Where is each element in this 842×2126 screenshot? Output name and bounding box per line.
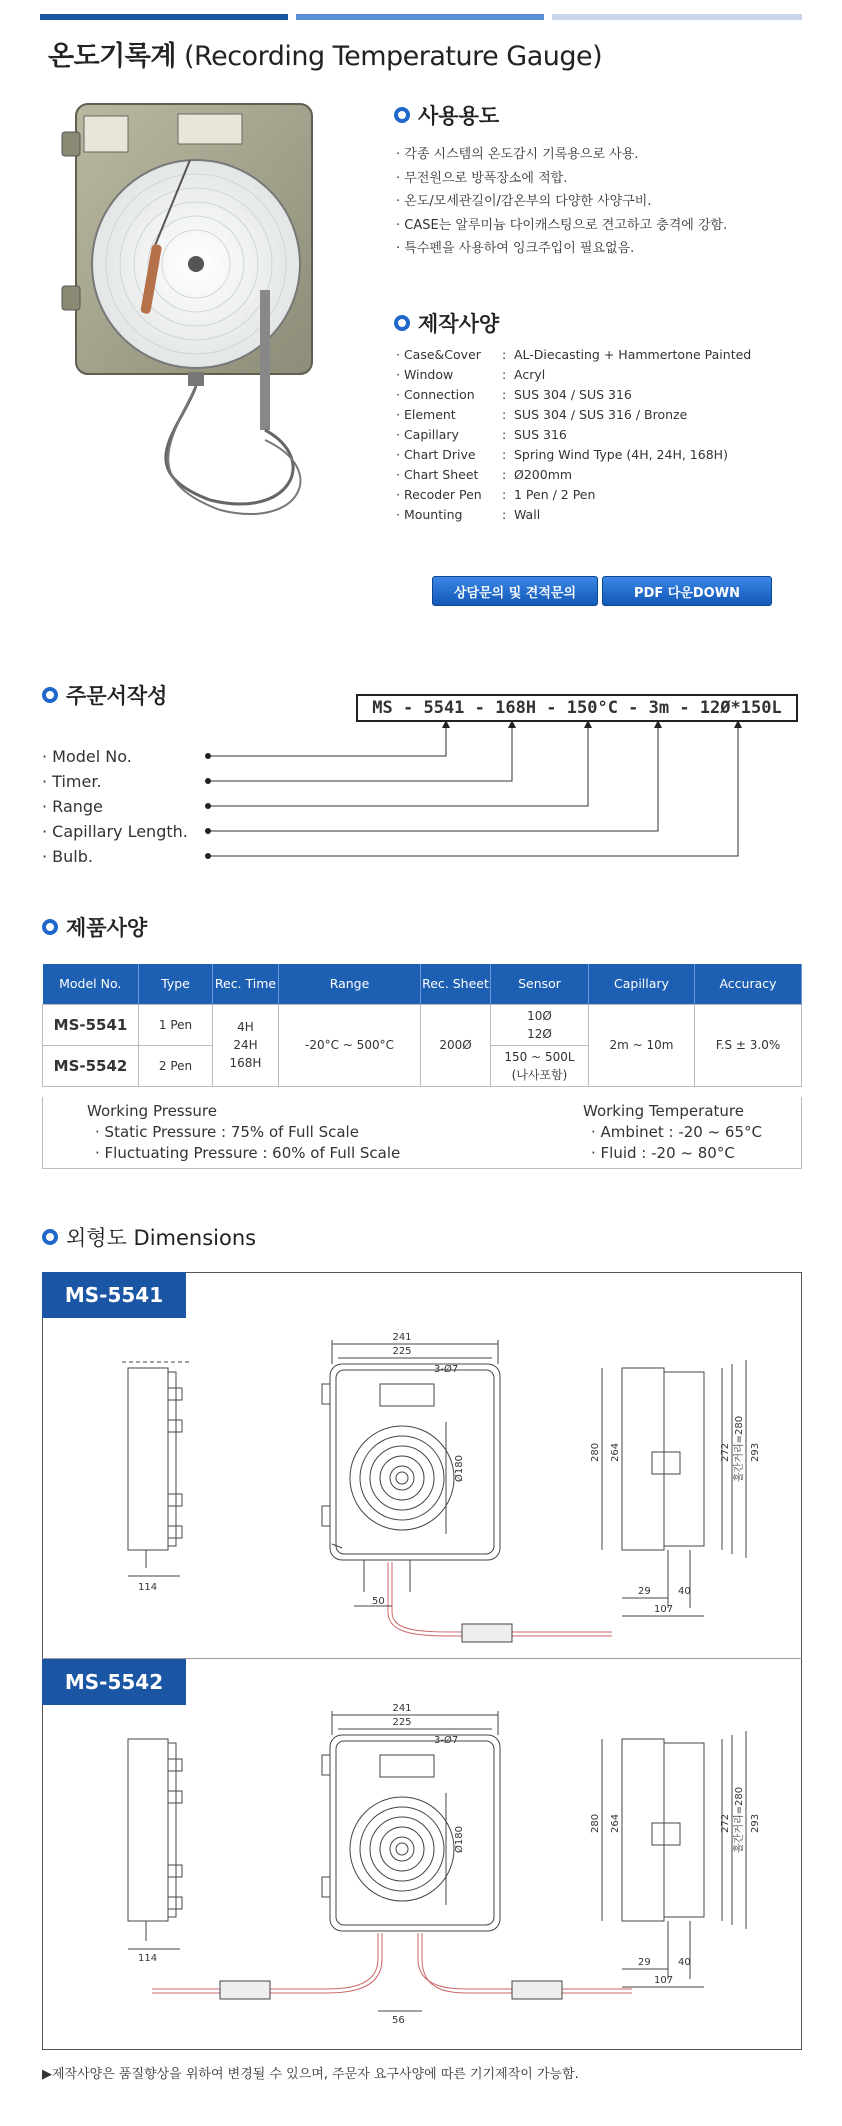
spec-key: · Window: [404, 365, 502, 385]
fluctuating-pressure: · Fluctuating Pressure : 60% of Full Scale: [87, 1143, 400, 1164]
dim-label: 3-Ø7: [434, 1364, 459, 1375]
spec-value: Ø200mm: [514, 467, 573, 482]
order-heading-text: 주문서작성: [66, 684, 168, 708]
working-pressure-title: Working Pressure: [87, 1102, 217, 1120]
static-pressure: · Static Pressure : 75% of Full Scale: [87, 1122, 400, 1143]
usage-heading-text: 사용용도: [418, 104, 500, 128]
spec-heading-text: 제작사양: [418, 312, 500, 336]
drawing-ms-5542: [42, 1659, 802, 2049]
spec-value: Wall: [514, 507, 541, 522]
dim-label: 280: [590, 1442, 601, 1462]
ambient-temperature: · Ambinet : -20 ~ 65°C: [583, 1122, 762, 1143]
model-tab-5542: MS-5542: [42, 1659, 186, 1705]
table-header: Range: [279, 964, 421, 1004]
spec-value: SUS 316: [514, 427, 567, 442]
dim-label: 264: [610, 1442, 621, 1462]
order-label-timer: · Timer.: [42, 769, 188, 794]
dim-label: 40: [678, 1957, 691, 1968]
dim-label: 241: [392, 1703, 412, 1714]
spec-value: 1 Pen / 2 Pen: [514, 487, 596, 502]
dim-label: 56: [392, 2015, 405, 2026]
section-bullet-icon: [394, 315, 410, 331]
range-cell: -20°C ~ 500°C: [279, 1004, 421, 1086]
spec-key: · Recoder Pen: [404, 485, 502, 505]
dim-label: 114: [138, 1953, 158, 1964]
order-code-example: MS - 5541 - 168H - 150°C - 3m - 12Ø*150L: [356, 694, 798, 722]
table-header: Capillary: [589, 964, 695, 1004]
dim-label: Ø180: [454, 1455, 465, 1482]
spec-value: SUS 304 / SUS 316: [514, 387, 632, 402]
dim-label: 293: [750, 1813, 761, 1833]
dim-label: 50: [372, 1596, 385, 1607]
dim-label: 272: [720, 1442, 731, 1462]
rec-time-value: 168H: [229, 1056, 262, 1070]
order-labels: [42, 744, 188, 869]
dim-label: 293: [750, 1442, 761, 1462]
sensor-size-cell: [491, 1004, 589, 1045]
spec-key: · Element: [404, 405, 502, 425]
footnote: ▶제작사양은 품질향상을 위하여 변경될 수 있으며, 주문자 요구사양에 따른 기기제작이 가능함.: [42, 2067, 579, 2082]
sensor-size: 10Ø: [527, 1008, 552, 1023]
spec-row: · Mounting : Wall: [404, 505, 751, 525]
dim-label: 3-Ø7: [434, 1735, 459, 1746]
rec-time-value: 24H: [233, 1038, 258, 1052]
spec-key: · Capillary: [404, 425, 502, 445]
usage-heading: [394, 100, 499, 130]
dim-label: 114: [138, 1582, 158, 1593]
section-bullet-icon: [42, 687, 58, 703]
product-photo: [60, 100, 345, 540]
dim-label: 225: [392, 1717, 412, 1728]
accuracy-cell: F.S ± 3.0%: [695, 1004, 802, 1086]
spec-row: · Case&Cover : AL-Diecasting + Hammertone Painted: [404, 345, 751, 365]
dim-label: 280: [590, 1813, 601, 1833]
top-bar-light: [552, 14, 802, 20]
rec-time-value: 4H: [237, 1020, 254, 1034]
spec-value: Spring Wind Type (4H, 24H, 168H): [514, 447, 728, 462]
dim-label: 241: [392, 1332, 412, 1343]
type-cell: 1 Pen: [139, 1004, 213, 1045]
usage-item: · 각종 시스템의 온도감시 기록용으로 사용.: [396, 143, 806, 167]
usage-item: · 온도/모세관길이/감온부의 다양한 사양구비.: [396, 190, 806, 214]
usage-list: [396, 143, 806, 261]
order-label-bulb: · Bulb.: [42, 844, 188, 869]
sensor-length: 150 ~ 500L: [504, 1049, 575, 1064]
page-title-english: (Recording Temperature Gauge): [184, 41, 603, 72]
order-label-model: · Model No.: [42, 744, 188, 769]
type-cell: 2 Pen: [139, 1045, 213, 1086]
dim-label: 29: [638, 1957, 651, 1968]
top-decorative-bars: [40, 14, 802, 20]
top-bar-mid: [296, 14, 544, 20]
working-pressure: [87, 1101, 400, 1164]
dim-label: 107: [654, 1604, 674, 1615]
fluid-temperature: · Fluid : -20 ~ 80°C: [583, 1143, 762, 1164]
spec-heading: [394, 308, 499, 338]
usage-item: · CASE는 알루미늄 다이캐스팅으로 견고하고 충격에 강함.: [396, 214, 806, 238]
spec-row: · Capillary : SUS 316: [404, 425, 751, 445]
inquiry-button[interactable]: 상담문의 및 견적문의: [432, 576, 598, 606]
spec-value: Acryl: [514, 367, 546, 382]
spec-row: · Chart Sheet : Ø200mm: [404, 465, 751, 485]
table-header: Type: [139, 964, 213, 1004]
dim-label: 264: [610, 1813, 621, 1833]
dim-label: 홀간거리=280: [734, 1415, 745, 1482]
dim-label: 107: [654, 1975, 674, 1986]
table-header: Rec. Time: [213, 964, 279, 1004]
sensor-length-cell: [491, 1045, 589, 1086]
dim-label: 29: [638, 1586, 651, 1597]
spec-key: · Chart Sheet: [404, 465, 502, 485]
dimensions-heading: [42, 1222, 256, 1252]
spec-row: · Chart Drive : Spring Wind Type (4H, 24H, 168H): [404, 445, 751, 465]
table-header: Rec. Sheet: [421, 964, 491, 1004]
spec-row: · Connection : SUS 304 / SUS 316: [404, 385, 751, 405]
capillary-cell: 2m ~ 10m: [589, 1004, 695, 1086]
spec-key: · Mounting: [404, 505, 502, 525]
table-header: Model No.: [43, 964, 139, 1004]
drawing-ms-5541: [42, 1272, 802, 1658]
dim-label: 272: [720, 1813, 731, 1833]
section-bullet-icon: [42, 1229, 58, 1245]
order-heading: [42, 680, 167, 710]
top-bar-dark: [40, 14, 288, 20]
spec-row: · Element : SUS 304 / SUS 316 / Bronze: [404, 405, 751, 425]
dimensions-heading-text: 외형도 Dimensions: [66, 1226, 257, 1250]
section-bullet-icon: [394, 107, 410, 123]
spec-key: · Chart Drive: [404, 445, 502, 465]
table-header: Accuracy: [695, 964, 802, 1004]
order-connector-lines: [200, 720, 760, 870]
working-temperature: [583, 1101, 762, 1164]
sensor-size: 12Ø: [527, 1026, 552, 1041]
spec-row: · Window : Acryl: [404, 365, 751, 385]
rec-time-cell: [213, 1004, 279, 1086]
spec-row: · Recoder Pen : 1 Pen / 2 Pen: [404, 485, 751, 505]
product-heading: [42, 912, 147, 942]
pdf-download-button[interactable]: PDF 다운DOWN: [602, 576, 772, 606]
model-cell: MS-5542: [43, 1045, 139, 1086]
usage-item: · 무전원으로 방폭장소에 적합.: [396, 167, 806, 191]
dim-label: 225: [392, 1346, 412, 1357]
dim-label: 홀간거리=280: [734, 1786, 745, 1853]
spec-value: AL-Diecasting + Hammertone Painted: [514, 347, 752, 362]
table-row: [43, 1004, 802, 1045]
page-title-korean: 온도기록계: [48, 41, 176, 72]
order-label-range: · Range: [42, 794, 188, 819]
page-title: [48, 34, 602, 73]
product-spec-table: [42, 964, 802, 1087]
sensor-length-note: (나사포함): [511, 1067, 568, 1082]
product-heading-text: 제품사양: [66, 916, 148, 940]
working-temperature-title: Working Temperature: [583, 1102, 744, 1120]
model-cell: MS-5541: [43, 1004, 139, 1045]
order-label-capillary: · Capillary Length.: [42, 819, 188, 844]
spec-key: · Connection: [404, 385, 502, 405]
table-header: Sensor: [491, 964, 589, 1004]
usage-item: · 특수펜을 사용하여 잉크주입이 필요없음.: [396, 237, 806, 261]
working-conditions: [42, 1097, 802, 1169]
dim-label: Ø180: [454, 1826, 465, 1853]
dim-label: 40: [678, 1586, 691, 1597]
section-bullet-icon: [42, 919, 58, 935]
spec-key: · Case&Cover: [404, 345, 502, 365]
spec-list: [404, 345, 751, 525]
model-tab-5541: MS-5541: [42, 1272, 186, 1318]
rec-sheet-cell: 200Ø: [421, 1004, 491, 1086]
spec-value: SUS 304 / SUS 316 / Bronze: [514, 407, 688, 422]
